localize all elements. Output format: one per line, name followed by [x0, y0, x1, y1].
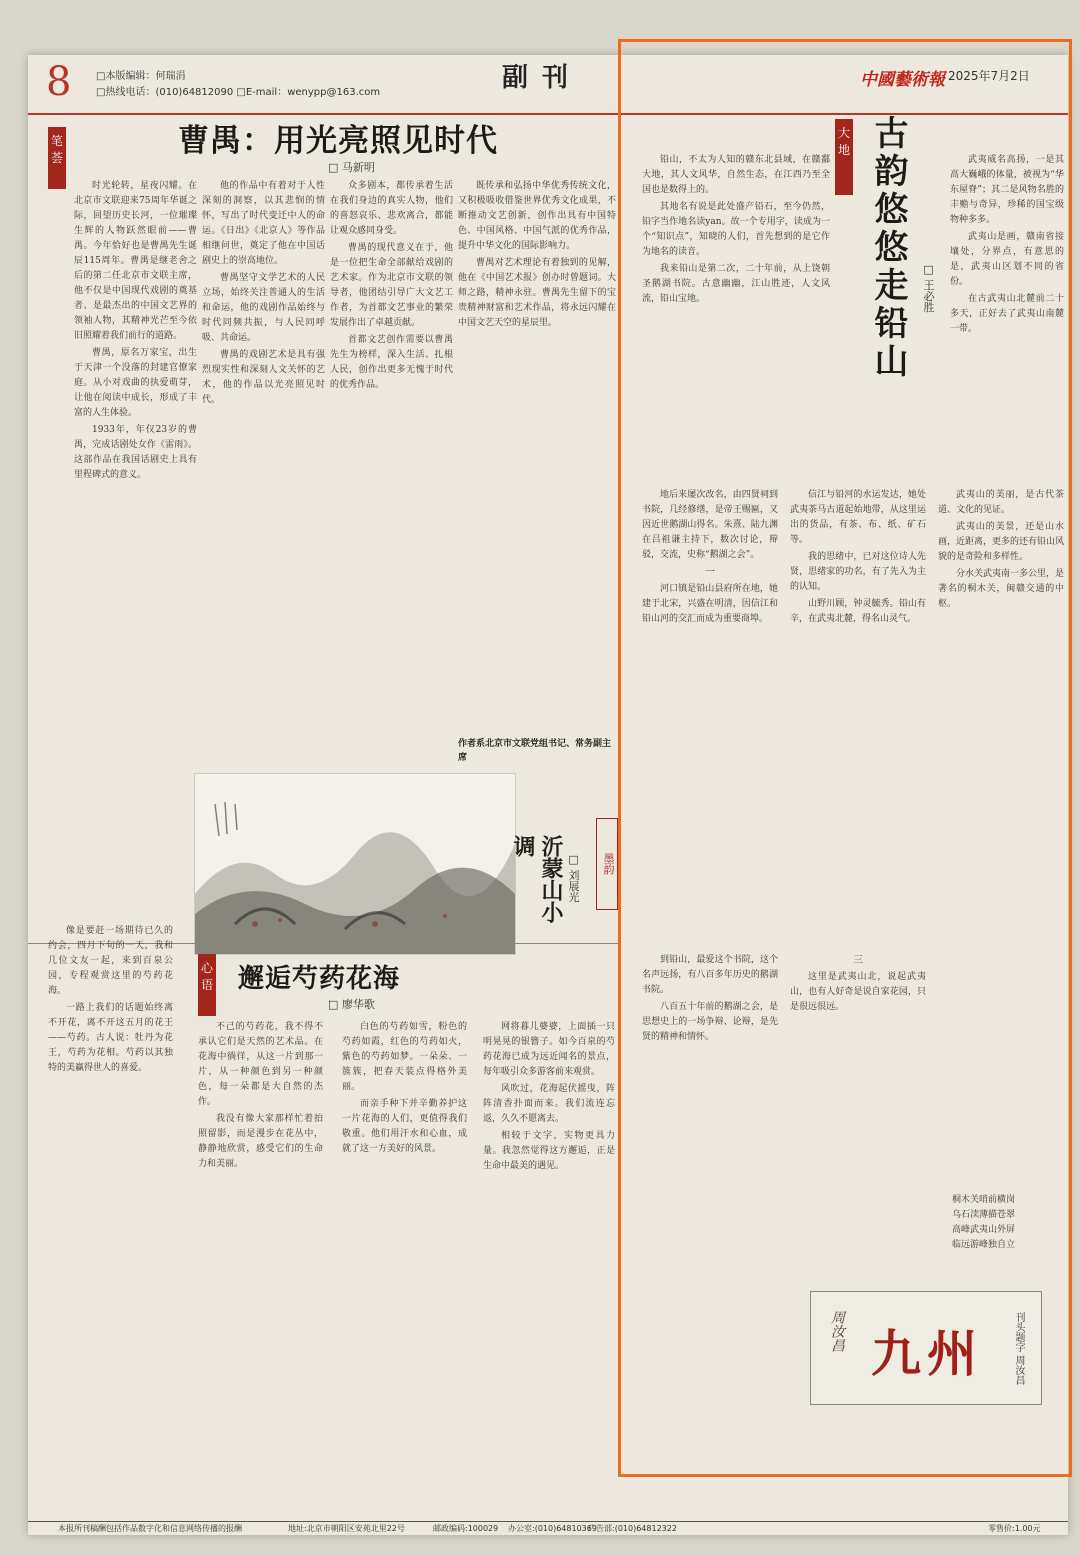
article-peony — [28, 926, 620, 1516]
contact-line: □热线电话：(010)64812090 □E-mail：wenypp@163.com — [96, 87, 381, 98]
section-title: 副刊 — [502, 63, 583, 93]
article-column: 像是要赶一场期待已久的约会，四月下旬的一天，我和几位文友一起，来到百泉公园，专程观赏这里的芍药花海。 一路上我们的话题始终离不开花，离不开这五月的花王——芍药。古人说：牡丹为花王，芍药为花相。芍药以其独特的美赢得世人的喜爱。 — [48, 926, 173, 1073]
newspaper-page — [28, 55, 1068, 1535]
article-column: 地后来屡次改名，由四贤祠到书院，几经修缮，是帝王赐匾，又因近世鹅湖山得名。朱熹、陆九渊在吕祖谦主持下，数次讨论，辩驳，交流，史称“鹅湖之会”。 一 河口镇是铅山县府所在地，她建于北宋，兴盛在明清，因信江和铅山河的交汇而成为重要商埠。 — [642, 490, 778, 624]
page-footer — [28, 1521, 1068, 1535]
column-tag: 笔荟 — [48, 127, 66, 189]
article-column: 不己的芍药花，我不得不承认它们是天然的艺术品。在花海中徜徉，从这一片到那一片，从一种颜色到另一种颜色，每一朵都是大自然的杰作。 我没有像大家那样忙着拍照留影，而是漫步在花丛中，静静地欣赏，感受它们的生命力和美丽。 — [198, 1022, 323, 1169]
calligrapher-seal: 周汝昌 — [829, 1310, 845, 1352]
footer-office: 办公室:(010)64810369 — [508, 1524, 597, 1533]
article-column: 到铅山，最爱这个书院，这个名声远扬，有八百多年历史的鹅湖书院。 八百五十年前的鹅湖之会，是思想史上的一场争辩、论辩，是先贤的精神和情怀。 — [642, 955, 778, 1042]
article-title: 古韵悠悠走铅山 — [868, 115, 908, 381]
article-column: 信江与铅河的水运发达，她处武夷茶马古道起始地带，从这里运出的货品，有茶、布、纸、矿石等。 我的思绪中，已对这位诗人先贤，思绪家的功名，有了先入为主的认知。 山野川顾，钟灵毓秀。铅山有辛，在武夷北麓，得名山灵气。 — [790, 490, 926, 624]
footer-ads: 广告部:(010)64812322 — [588, 1524, 677, 1533]
issue-date: 2025年7月2日 — [948, 69, 1030, 83]
article-column: 网将暮儿婆婆，上面插一只明晃晃的银簪子。如今百泉的芍药花海已成为远近闻名的景点，每年吸引众多游客前来观赏。 风吹过，花海起伏摇曳，阵阵清香扑面而来。我们流连忘返，久久不愿离去。 相较于文字，实物更具力量。我忽然觉得这方邂逅，正是生命中最美的遇见。 — [483, 1022, 615, 1171]
article-author: □ 王必胜 — [922, 263, 935, 313]
ink-painting — [194, 773, 516, 955]
footer-postcode: 邮政编码:100029 — [433, 1524, 499, 1533]
mountain-landscape-image — [195, 774, 515, 954]
masthead-calligraphy — [810, 1291, 1042, 1405]
article-author: □ 廖华歌 — [328, 998, 375, 1011]
article-yanshan — [620, 113, 1068, 1533]
article-author: □ 马新明 — [328, 161, 375, 174]
article-column: 众多剧本，都传承着生活在我们身边的真实人物，他们的喜怒哀乐、悲欢离合，都能让观众感同身受。 曹禺的现代意义在于，他是一位把生命全部献给戏剧的艺术家。作为北京市文联的领导者，他团结引导广大文艺工作者，为首都文艺事业的繁荣发展作出了卓越贡献。 首都文艺创作需要以曹禺先生为榜样，深入生活、扎根人民，创作出更多无愧于时代的优秀作品。 — [330, 181, 453, 390]
article-column: 他的作品中有着对于人性深刻的洞察，以其悲悯的情怀，写出了时代变迁中人的命运。《日出》《北京人》等作品相继问世，奠定了他在中国话剧史上的崇高地位。 曹禺坚守文学艺术的人民立场，始终关注普通人的生活和命运，他的戏剧作品始终与时代同频共振，与人民同呼吸、共命运。 曹禺的戏剧艺术是具有强烈现实性和深刻人文关怀的艺术，他的作品以光亮照见时代。 — [202, 181, 325, 405]
editor-info — [96, 69, 380, 101]
article-column: 武夷威名高扬，一是其高大巍峨的体量，被视为“华东屋脊”；其二是风物名胜的丰赡与奇异，珍稀的国宝级物种多多。 武夷山是画，赣南省接壤处，分界点，有意思的是，武夷山区划不同的省份。 在古武夷山北麓前二十多天，正好去了武夷山南麓一带。 — [950, 155, 1064, 334]
column-tag: 大地 — [835, 119, 853, 195]
article-column: 白色的芍药如雪，粉色的芍药如霞，红色的芍药如火，紫色的芍药如梦。一朵朵、一簇簇，把春天装点得格外美丽。 而亲手种下并辛勤养护这一片花海的人们，更值得我们敬重。他们用汗水和心血，成就了这一方美好的风景。 — [342, 1022, 467, 1154]
footer-royalty-note: 本报所刊稿酬包括作品数字化和信息网络传播的报酬 — [58, 1524, 242, 1533]
article-caoyu — [28, 113, 620, 943]
author-footnote: 作者系北京市文联党组书记、常务副主席 — [458, 739, 612, 763]
painting-title: 沂蒙山小调 — [510, 835, 564, 923]
newspaper-brand: 中國藝術報 — [860, 70, 945, 90]
column-tag: 心语 — [198, 954, 216, 1016]
article-column: 武夷山的美丽，是古代茶道、文化的见证。 武夷山的美景，还是山水画，近距离，更多的还有铅山风貌的是奇险和多样性。 分水关武夷南一多公里，是著名的桐木关，闽赣交通的中枢。 — [938, 490, 1064, 609]
article-title: 曹禺：用光亮照见时代 — [178, 123, 498, 159]
painting-author: □ 刘展光 — [567, 853, 580, 903]
article-column: 时光轮转，星夜闪耀。在北京市文联迎来75周年华诞之际，回望历史长河，一位璀璨生辉的人物跃然眼前——曹禺。今年恰好也是曹禺先生诞辰115周年。曹禺是继老舍之后的第二任北京市文联主席，他不仅是中国现代戏剧的奠基者、是最杰出的中国文艺界的领袖人物，其精神光芒至今依旧照耀着我们前行的道路。 曹禺，原名万家宝，出生于天津一个没落的封建官僚家庭。从小对戏曲的执爱萌芽，让他在阅读中成长，形成了丰富的人生体验。 1933年，年仅23岁的曹禺，完成话剧处女作《雷雨》。这部作品在我国话剧史上具有里程碑式的意义。 — [74, 181, 197, 480]
article-column: 三 这里是武夷山北，说起武夷山，也有人好奇是说自家花园，只是很远很远。 — [790, 955, 926, 1012]
painting-tag: 墨韵 — [596, 818, 618, 910]
footer-address: 地址:北京市朝阳区安苑北里22号 — [288, 1524, 405, 1533]
article-title: 邂逅芍药花海 — [238, 964, 401, 994]
calligraphy-characters: 九州 — [871, 1324, 983, 1383]
poem-verse: 桐木关哨前横岗 乌石渎薄描苍翠 高峰武夷山外屏 临远游峰独自立 — [952, 1195, 1016, 1250]
article-column: 铅山，不太为人知的赣东北县域，在赣鄱大地，其人文风华，自然生态，在江西乃至全国也是数得上的。 其地名有说是此处盛产铅石，至今仍然，铅字当作地名读yan。故一个专用字，读成为一个“知识点”，知晓的人们，首先想到的是它作为地名的读音。 我来铅山是第二次，二十年前，从上饶朝圣鹅湖书院。古意幽幽，江山胜迹，人文风流，铅山宝地。 — [642, 155, 830, 304]
page-number: 8 — [46, 59, 72, 105]
editor-line: □本版编辑：何瑞涓 — [96, 71, 186, 82]
calligraphy-caption: 刊头题字 周汝昌 — [1013, 1312, 1024, 1386]
page-header — [28, 55, 1068, 115]
article-column: 既传承和弘扬中华优秀传统文化，又积极吸收借鉴世界优秀文化成果，不断推动文艺创新，创作出具有中国特色、中国风格、中国气派的优秀作品，提升中华文化的国际影响力。 曹禺对艺术理论有着独到的见解，他在《中国艺术报》创办时曾题词。大师之路，精神永驻。曹禺先生留下的宝贵精神财富和艺术作品，将永远闪耀在中国文艺天空的星辰里。 — [458, 181, 616, 328]
footer-price: 零售价:1.00元 — [988, 1524, 1041, 1533]
